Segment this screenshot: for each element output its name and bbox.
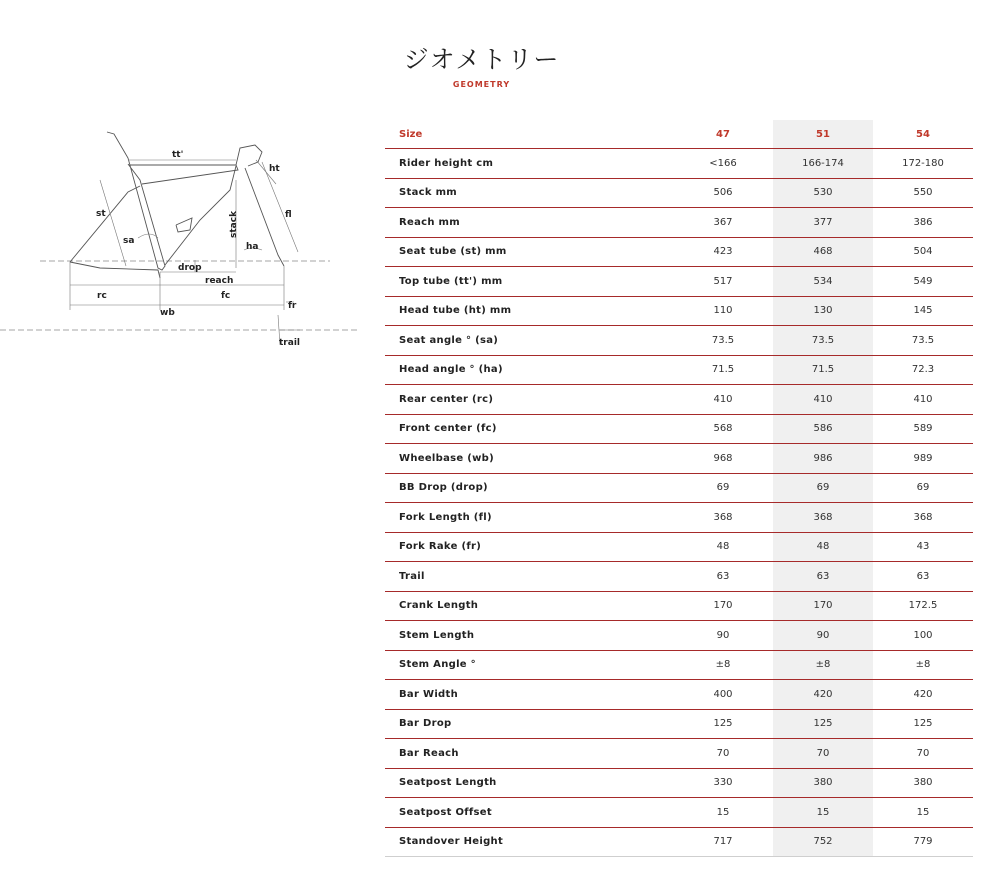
diagram-label-fr: fr	[288, 301, 297, 311]
cell-size-51: 530	[773, 178, 873, 208]
cell-size-47: 568	[673, 414, 773, 444]
page-subtitle: GEOMETRY	[452, 80, 511, 89]
table-body	[385, 149, 973, 857]
cell-size-51: 130	[773, 296, 873, 326]
row-label: Bar Width	[385, 680, 673, 710]
cell-size-47: 15	[673, 798, 773, 828]
cell-size-47: 70	[673, 739, 773, 769]
cell-size-47: 71.5	[673, 355, 773, 385]
cell-size-51: 380	[773, 768, 873, 798]
cell-size-47: 69	[673, 473, 773, 503]
cell-size-54: 100	[873, 621, 973, 651]
cell-size-51: 752	[773, 827, 873, 857]
row-label: Fork Length (fl)	[385, 503, 673, 533]
row-label: Front center (fc)	[385, 414, 673, 444]
cell-size-51: 986	[773, 444, 873, 474]
table-row	[385, 385, 973, 415]
cell-size-54: 63	[873, 562, 973, 592]
cell-size-47: 517	[673, 267, 773, 297]
size-54-header: 54	[873, 120, 973, 149]
cell-size-54: 172.5	[873, 591, 973, 621]
cell-size-51: 48	[773, 532, 873, 562]
cell-size-47: 506	[673, 178, 773, 208]
table-row	[385, 326, 973, 356]
cell-size-54: 589	[873, 414, 973, 444]
cell-size-47: 170	[673, 591, 773, 621]
table-row	[385, 355, 973, 385]
cell-size-47: 73.5	[673, 326, 773, 356]
cell-size-54: 172-180	[873, 149, 973, 179]
cell-size-54: 368	[873, 503, 973, 533]
diagram-label-ht: ht	[269, 164, 280, 174]
row-label: Trail	[385, 562, 673, 592]
table-row	[385, 591, 973, 621]
table-row	[385, 473, 973, 503]
dimension-lines	[70, 160, 300, 345]
cell-size-51: 63	[773, 562, 873, 592]
cell-size-51: 468	[773, 237, 873, 267]
cell-size-54: 380	[873, 768, 973, 798]
cell-size-51: ±8	[773, 650, 873, 680]
diagram-label-sa: sa	[123, 236, 135, 246]
row-label: Crank Length	[385, 591, 673, 621]
table-row	[385, 532, 973, 562]
cell-size-47: 717	[673, 827, 773, 857]
cell-size-47: 48	[673, 532, 773, 562]
cell-size-54: 504	[873, 237, 973, 267]
cell-size-54: 43	[873, 532, 973, 562]
row-label: Standover Height	[385, 827, 673, 857]
row-label: Head angle ° (ha)	[385, 355, 673, 385]
cell-size-47: ±8	[673, 650, 773, 680]
cell-size-51: 586	[773, 414, 873, 444]
page-title: ジオメトリー	[403, 45, 560, 74]
diagram-label-tt: tt'	[172, 150, 184, 160]
diagram-label-ha: ha	[246, 242, 259, 252]
cell-size-51: 170	[773, 591, 873, 621]
table-row	[385, 149, 973, 179]
size-47-header: 47	[673, 120, 773, 149]
row-label: Head tube (ht) mm	[385, 296, 673, 326]
diagram-label-stack: stack	[229, 210, 239, 238]
row-label: Seat tube (st) mm	[385, 237, 673, 267]
row-label: Seatpost Offset	[385, 798, 673, 828]
diagram-label-fc: fc	[221, 291, 231, 301]
cell-size-47: 367	[673, 208, 773, 238]
cell-size-51: 69	[773, 473, 873, 503]
table-row	[385, 267, 973, 297]
row-label: BB Drop (drop)	[385, 473, 673, 503]
cell-size-51: 15	[773, 798, 873, 828]
table-row	[385, 650, 973, 680]
cell-size-47: 410	[673, 385, 773, 415]
cell-size-47: 110	[673, 296, 773, 326]
table-row	[385, 178, 973, 208]
table-row	[385, 414, 973, 444]
cell-size-47: <166	[673, 149, 773, 179]
table-row	[385, 798, 973, 828]
cell-size-47: 63	[673, 562, 773, 592]
row-label: Reach mm	[385, 208, 673, 238]
row-label: Stem Angle °	[385, 650, 673, 680]
diagram-label-trail: trail	[279, 338, 300, 348]
table-row	[385, 621, 973, 651]
row-label: Stack mm	[385, 178, 673, 208]
table-header-row	[385, 120, 973, 149]
row-label: Seatpost Length	[385, 768, 673, 798]
cell-size-54: 70	[873, 739, 973, 769]
diagram-label-st: st	[96, 209, 106, 219]
row-label: Bar Drop	[385, 709, 673, 739]
cell-size-54: 386	[873, 208, 973, 238]
row-label: Fork Rake (fr)	[385, 532, 673, 562]
cell-size-54: 410	[873, 385, 973, 415]
table-row	[385, 296, 973, 326]
diagram-label-wb: wb	[160, 308, 175, 318]
cell-size-54: 69	[873, 473, 973, 503]
cell-size-47: 368	[673, 503, 773, 533]
cell-size-47: 125	[673, 709, 773, 739]
table-row	[385, 739, 973, 769]
table-row	[385, 827, 973, 857]
table-row	[385, 444, 973, 474]
row-label: Bar Reach	[385, 739, 673, 769]
table-row	[385, 680, 973, 710]
table-row	[385, 562, 973, 592]
cell-size-51: 125	[773, 709, 873, 739]
row-label: Stem Length	[385, 621, 673, 651]
cell-size-47: 423	[673, 237, 773, 267]
cell-size-51: 410	[773, 385, 873, 415]
size-51-header: 51	[773, 120, 873, 149]
geometry-table	[385, 120, 973, 857]
cell-size-54: 779	[873, 827, 973, 857]
cell-size-51: 71.5	[773, 355, 873, 385]
diagram-label-fl: fl	[285, 210, 292, 220]
geometry-diagram	[0, 120, 365, 355]
row-label: Top tube (tt') mm	[385, 267, 673, 297]
table-row	[385, 768, 973, 798]
cell-size-47: 400	[673, 680, 773, 710]
diagram-label-drop: drop	[178, 263, 202, 273]
cell-size-54: 550	[873, 178, 973, 208]
diagram-label-rc: rc	[97, 291, 107, 301]
cell-size-54: 420	[873, 680, 973, 710]
cell-size-51: 377	[773, 208, 873, 238]
cell-size-47: 968	[673, 444, 773, 474]
row-label: Rider height cm	[385, 149, 673, 179]
cell-size-54: 549	[873, 267, 973, 297]
cell-size-51: 420	[773, 680, 873, 710]
cell-size-51: 73.5	[773, 326, 873, 356]
cell-size-51: 368	[773, 503, 873, 533]
cell-size-51: 90	[773, 621, 873, 651]
cell-size-51: 534	[773, 267, 873, 297]
row-label: Seat angle ° (sa)	[385, 326, 673, 356]
size-header: Size	[385, 120, 673, 149]
table-row	[385, 237, 973, 267]
cell-size-51: 70	[773, 739, 873, 769]
cell-size-54: 989	[873, 444, 973, 474]
cell-size-54: ±8	[873, 650, 973, 680]
cell-size-47: 90	[673, 621, 773, 651]
diagram-label-reach: reach	[205, 276, 234, 286]
cell-size-47: 330	[673, 768, 773, 798]
cell-size-51: 166-174	[773, 149, 873, 179]
cell-size-54: 125	[873, 709, 973, 739]
cell-size-54: 72.3	[873, 355, 973, 385]
cell-size-54: 15	[873, 798, 973, 828]
cell-size-54: 73.5	[873, 326, 973, 356]
cell-size-54: 145	[873, 296, 973, 326]
row-label: Wheelbase (wb)	[385, 444, 673, 474]
table-row	[385, 503, 973, 533]
table-row	[385, 208, 973, 238]
table-row	[385, 709, 973, 739]
row-label: Rear center (rc)	[385, 385, 673, 415]
